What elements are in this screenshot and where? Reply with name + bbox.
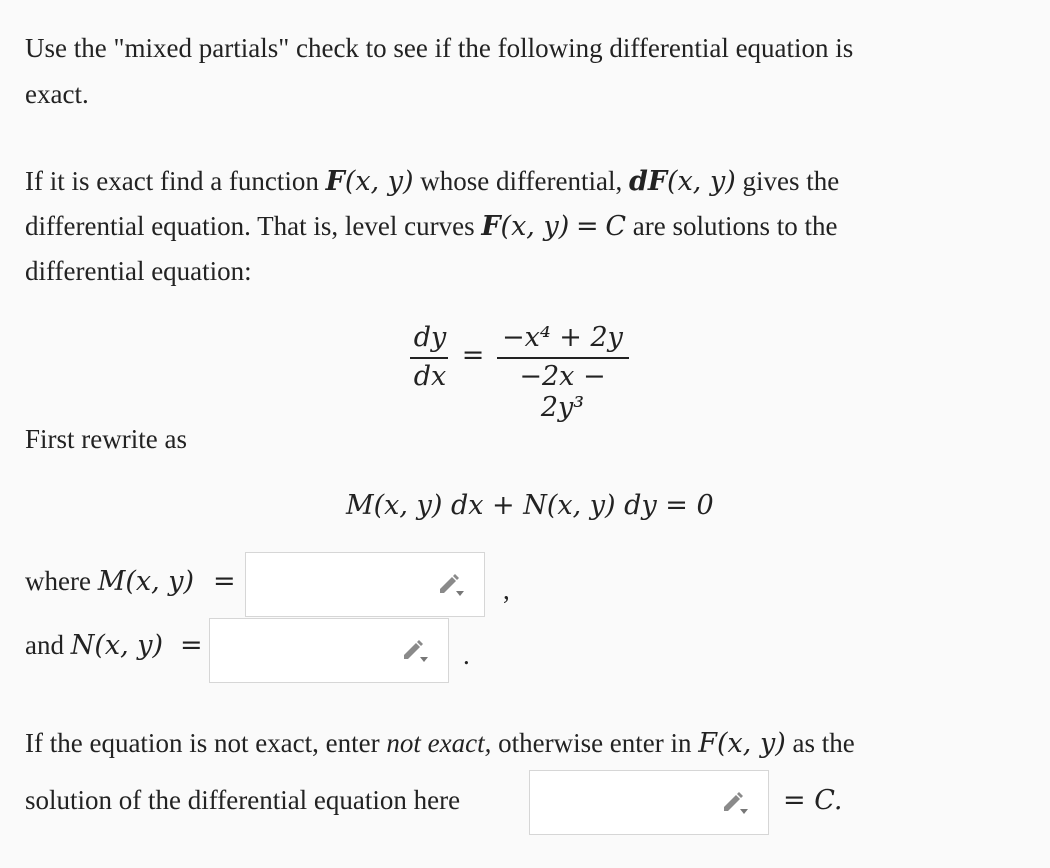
final-line-2: solution of the differential equation here	[25, 785, 461, 815]
m-label-row: where M(x, y)	[25, 566, 195, 597]
not-exact-emphasis: not exact,	[386, 728, 492, 758]
F-input-box[interactable]	[529, 770, 769, 835]
exact-line-1: If it is exact find a function F(x, y) whose differential, dF(x, y) gives the	[25, 166, 840, 197]
dF-symbol: dF	[628, 166, 668, 197]
n-label-row: and N(x, y)	[25, 630, 164, 661]
rhs-denominator: −2x − 2y³	[519, 361, 606, 423]
rhs-fraction-line	[497, 357, 629, 359]
exact-line-2: differential equation. That is, level curves F(x, y) = C are solutions to the	[25, 211, 838, 242]
equation-equals: =	[461, 340, 485, 371]
m-input[interactable]	[246, 553, 442, 616]
n-symbol: N(x, y)	[70, 630, 164, 661]
m-equals: =	[213, 566, 236, 597]
lhs-fraction-line	[410, 357, 448, 359]
F-symbol-final: F(x, y)	[698, 728, 786, 759]
F-input[interactable]	[530, 771, 726, 834]
intro-line-1: Use the "mixed partials" check to see if the following differential equation is	[25, 33, 854, 63]
n-trailing-period: .	[463, 640, 470, 670]
lhs-numerator: dy	[413, 322, 447, 353]
intro-line-2: exact.	[25, 79, 89, 109]
m-input-box[interactable]	[245, 552, 485, 617]
rhs-numerator: −x⁴ + 2y	[502, 322, 623, 353]
equals-C: = C.	[783, 785, 843, 816]
pencil-dropdown-icon[interactable]	[436, 573, 468, 599]
pencil-dropdown-icon[interactable]	[400, 639, 432, 665]
m-trailing-comma: ,	[503, 575, 510, 605]
exact-line-3: differential equation:	[25, 256, 252, 286]
m-symbol: M(x, y)	[97, 566, 195, 597]
n-input[interactable]	[210, 619, 406, 682]
lhs-denominator: dx	[413, 361, 447, 392]
final-line-1: If the equation is not exact, enter not exact, otherwise enter in F(x, y) as the	[25, 728, 855, 759]
rewrite-form: M(x, y) dx + N(x, y) dy = 0	[346, 490, 714, 521]
pencil-dropdown-icon[interactable]	[720, 791, 752, 817]
exact-paragraph	[25, 159, 1015, 293]
rewrite-label: First rewrite as	[25, 424, 187, 454]
n-input-box[interactable]	[209, 618, 449, 683]
F-symbol: F	[325, 166, 345, 197]
intro-paragraph	[25, 26, 1015, 116]
n-equals: =	[180, 630, 203, 661]
